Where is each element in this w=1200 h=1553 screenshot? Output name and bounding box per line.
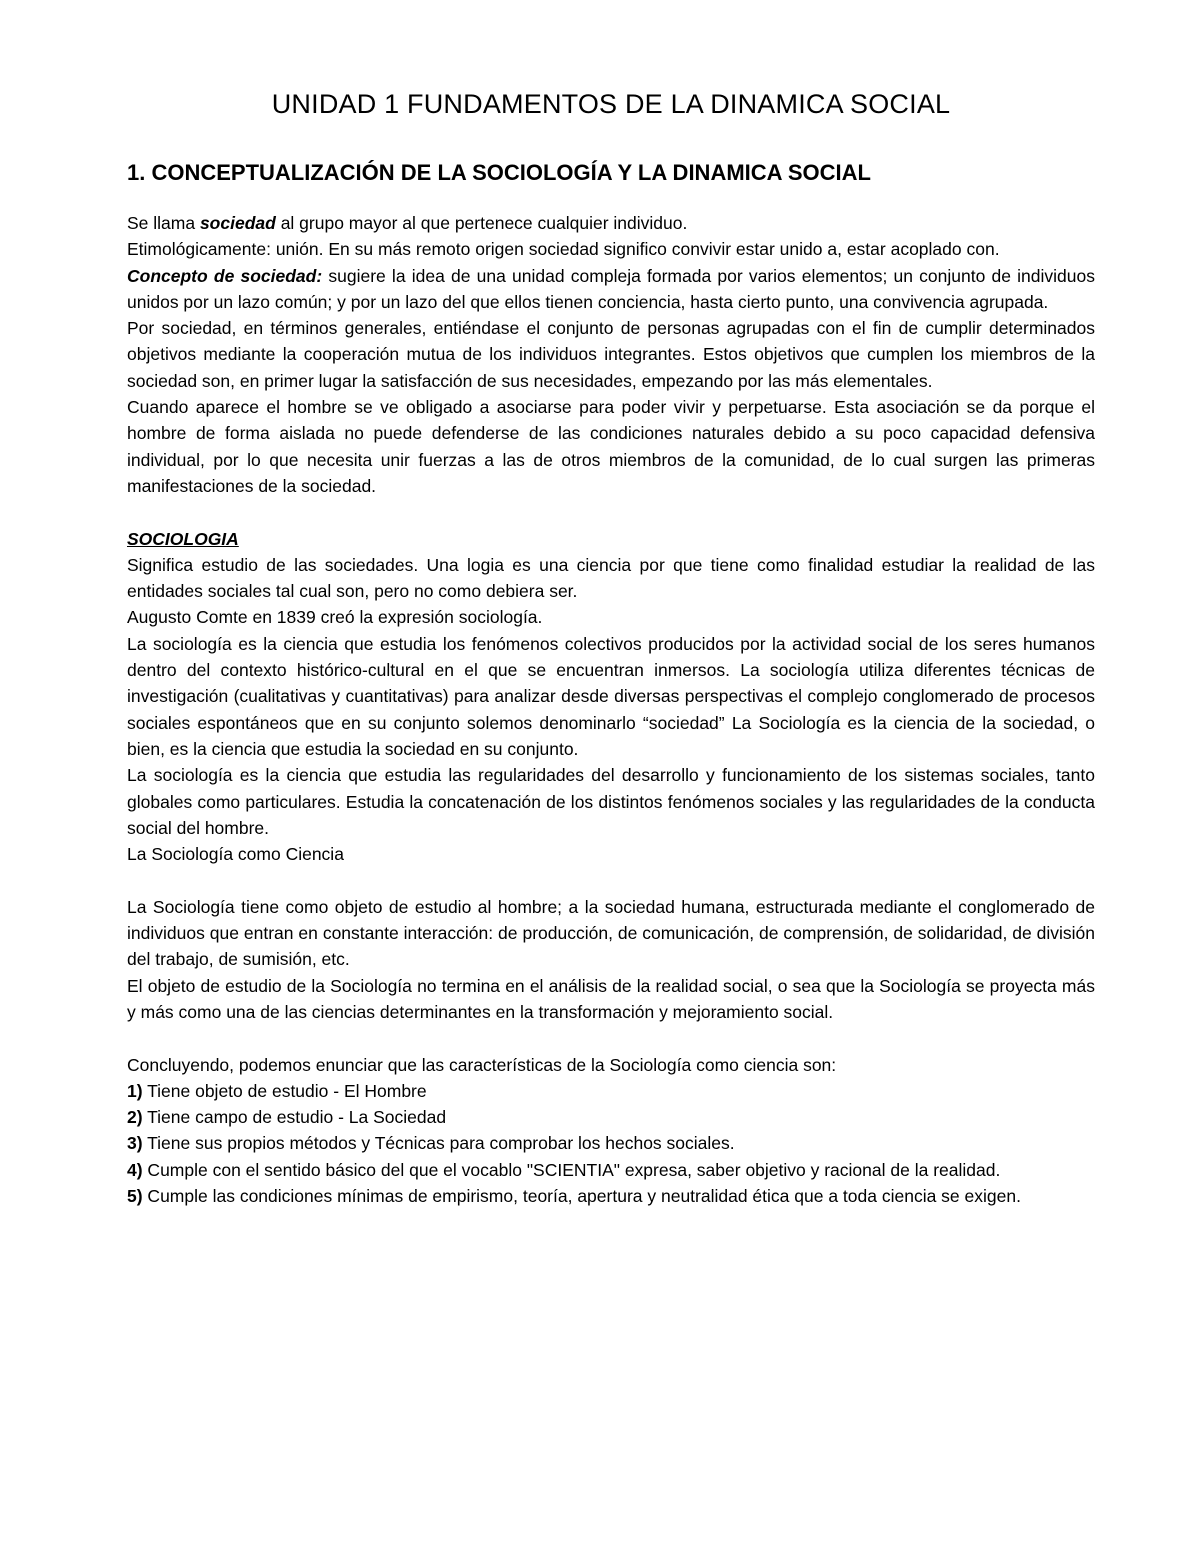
list-item-number: 5)	[127, 1185, 143, 1206]
list-item	[127, 1183, 1095, 1209]
list-item-number: 4)	[127, 1159, 143, 1180]
list-item-number: 3)	[127, 1133, 143, 1154]
document-title: UNIDAD 1 FUNDAMENTOS DE LA DINAMICA SOCIAL	[271, 89, 951, 119]
sociologia-paragraph-8: Concluyendo, podemos enunciar que las características de la Sociología como ciencia son:	[127, 1054, 837, 1075]
intro-p1-emphasis: sociedad	[199, 213, 276, 233]
list-item-text: Cumple con el sentido básico del que el vocablo "SCIENTIA" expresa, saber objetivo y racional de la realidad.	[142, 1159, 1001, 1180]
list-item-text: Tiene sus propios métodos y Técnicas para comprobar los hechos sociales.	[142, 1133, 735, 1154]
sociologia-paragraph-6: La Sociología tiene como objeto de estudio al hombre; a la sociedad humana, estructurada mediante el conglomerado de individuos que entran en constante interacción: de producción, de comunicación, de comprensión, de solidaridad, de división del trabajo, de sumisión, etc.	[127, 896, 1095, 970]
sociologia-heading: SOCIOLOGIA	[127, 528, 239, 549]
intro-paragraph-4: Por sociedad, en términos generales, entiéndase el conjunto de personas agrupadas con el fin de cumplir determinados objetivos mediante la cooperación mutua de los individuos integrantes. Estos objetivos que cumplen los miembros de la sociedad son, en primer lugar la satisfacción de sus necesidades, empezando por las más elementales.	[127, 318, 1095, 391]
intro-p1-text-b: al grupo mayor al que pertenece cualquier individuo.	[275, 213, 688, 233]
spacer	[127, 499, 1095, 525]
intro-paragraph-2: Etimológicamente: unión. En su más remoto origen sociedad significo convivir estar unido a, estar acoplado con.	[127, 239, 1000, 260]
sociologia-paragraph-1: Significa estudio de las sociedades. Una logia es una ciencia por que tiene como finalidad estudiar la realidad de las entidades sociales tal cual son, pero no como debiera ser.	[127, 554, 1095, 602]
list-item	[127, 1078, 1095, 1104]
spacer	[127, 1025, 1095, 1051]
intro-paragraph-5: Cuando aparece el hombre se ve obligado a asociarse para poder vivir y perpetuarse. Esta asociación se da porque el hombre de forma aislada no puede defenderse de las condiciones naturales debido a su poco capacidad defensiva individual, por lo que necesita unir fuerzas a las de otros miembros de la comunidad, de lo cual surgen las primeras manifestaciones de la sociedad.	[127, 397, 1095, 496]
list-item	[127, 1130, 1095, 1156]
spacer	[127, 867, 1095, 893]
list-item-text: Cumple las condiciones mínimas de empirismo, teoría, apertura y neutralidad ética que a toda ciencia se exigen.	[142, 1185, 1021, 1206]
intro-p1-text-a: Se llama	[127, 213, 200, 233]
sociologia-paragraph-7: El objeto de estudio de la Sociología no termina en el análisis de la realidad social, o sea que la Sociología se proyecta más y más como una de las ciencias determinantes en la transformación y mejoramiento social.	[127, 975, 1095, 1022]
list-item	[127, 1157, 1095, 1183]
intro-p3-emphasis: Concepto de sociedad:	[127, 265, 323, 286]
document-page	[127, 86, 1095, 1209]
list-item	[127, 1104, 1095, 1130]
list-item-text: Tiene campo de estudio - La Sociedad	[142, 1107, 447, 1128]
characteristics-list	[127, 1078, 1095, 1209]
intro-paragraph-1	[127, 210, 1095, 236]
intro-p3-text: sugiere la idea de una unidad compleja formada por varios elementos; un conjunto de individuos unidos por un lazo común; y por un lazo del que ellos tienen conciencia, hasta cierto punto, una convivencia agrupada.	[127, 265, 1095, 312]
intro-paragraph-3	[127, 263, 1095, 316]
sociologia-paragraph-4: La sociología es la ciencia que estudia las regularidades del desarrollo y funcionamiento de los sistemas sociales, tanto globales como particulares. Estudia la concatenación de los distintos fenómenos sociales y las regularidades de la conducta social del hombre.	[127, 765, 1095, 838]
sociologia-paragraph-5: La Sociología como Ciencia	[127, 844, 344, 865]
sociologia-paragraph-2: Augusto Comte en 1839 creó la expresión sociología.	[127, 607, 543, 628]
list-item-number: 2)	[127, 1107, 143, 1128]
section-heading: 1. CONCEPTUALIZACIÓN DE LA SOCIOLOGÍA Y LA DINAMICA SOCIAL	[127, 160, 871, 185]
list-item-text: Tiene objeto de estudio - El Hombre	[142, 1080, 427, 1101]
sociologia-paragraph-3: La sociología es la ciencia que estudia los fenómenos colectivos producidos por la actividad social de los seres humanos dentro del contexto histórico-cultural en el que se encuentran inmersos. La sociología utiliza diferentes técnicas de investigación (cualitativas y cuantitativas) para analizar desde diversas perspectivas el complejo conglomerado de procesos sociales espontáneos que en su conjunto solemos denominarlo “sociedad” La Sociología es la ciencia de la sociedad, o bien, es la ciencia que estudia la sociedad en su conjunto.	[127, 633, 1095, 759]
list-item-number: 1)	[127, 1080, 143, 1101]
